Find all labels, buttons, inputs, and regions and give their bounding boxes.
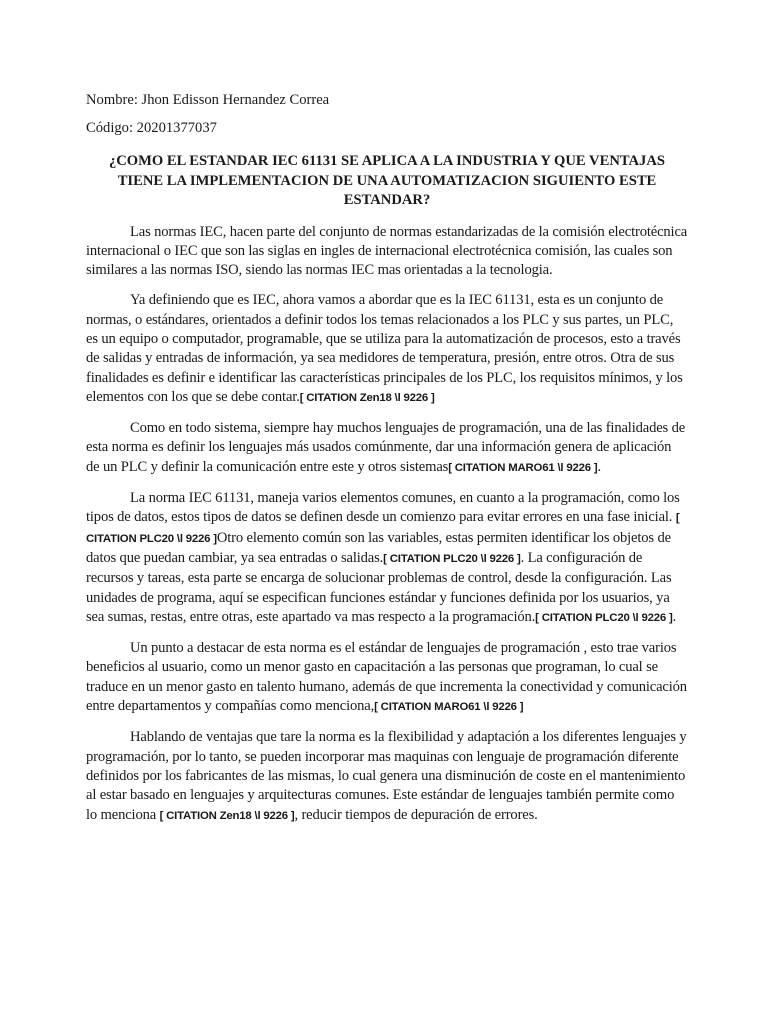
- paragraph-text: Ya definiendo que es IEC, ahora vamos a abordar que es la IEC 61131, esta es un conjunto de normas, o estándares, orientados a definir todos los temas relacionados a los PLC y sus partes, un PLC, es un equipo o computador, programable, que se utiliza para la automatización de procesos, esto a través de salidas y entradas de información, ya sea medidores de temperatura, presión, entre otros. Otra de sus finalidades es definir e identificar las características principales de los PLC, los requisitos mínimos, y los elementos con los que se debe contar.: [86, 292, 683, 405]
- paragraph-text: Las normas IEC, hacen parte del conjunto de normas estandarizadas de la comisión electrotécnica internacional o IEC que son las siglas en ingles de internacional electrotécnica comisión, las cuales son similares a las normas ISO, siendo las normas IEC mas orientadas a la tecnologia.: [86, 223, 688, 279]
- paragraph-text: Un punto a destacar de esta norma es el estándar de lenguajes de programación , esto trae varios beneficios al usuario, como un menor gasto en capacitación a las personas que programan, lo cual se traduce en un menor gasto en talento humano, además de que incrementa la conectividad y comunicación entre departamentos y compañías como menciona,: [86, 640, 687, 715]
- paragraph-1: [86, 223, 688, 281]
- document-title: ¿COMO EL ESTANDAR IEC 61131 SE APLICA A LA INDUSTRIA Y QUE VENTAJAS TIENE LA IMPLEMENTACION DE UNA AUTOMATIZACION SIGUIENTO ESTE ESTANDAR?: [108, 153, 666, 208]
- student-name: Nombre: Jhon Edisson Hernandez Correa: [86, 92, 330, 108]
- citation-field: [ CITATION PLC20 \l 9226 ]: [383, 552, 521, 565]
- paragraph-text: .: [672, 608, 677, 625]
- paragraph-5: [86, 639, 688, 717]
- citation-field: [ CITATION MARO61 \l 9226 ]: [374, 701, 524, 714]
- paragraph-text: Otro elemento común son las variables, estas permiten identificar los objetos de datos que puedan cambiar, ya sea entradas o salidas.: [86, 529, 671, 566]
- citation-field: [ CITATION Zen18 \l 9226 ]: [159, 809, 295, 822]
- paragraph-text: Como en todo sistema, siempre hay muchos lenguajes de programación, una de las finalidades de esta norma es definir los lenguajes más usados comúnmente, dar una información genera de aplicación de un PLC y definir la comunicación entre este y otros sistemas: [86, 420, 686, 475]
- paragraph-4: [86, 489, 688, 628]
- citation-field: [ CITATION PLC20 \l 9226 ]: [535, 611, 673, 624]
- citation-field: [ CITATION Zen18 \l 9226 ]: [299, 391, 435, 404]
- paragraph-text: , reducir tiempos de depuración de errores.: [294, 806, 538, 823]
- citation-field: [ CITATION MARO61 \l 9226 ]: [448, 461, 598, 474]
- student-code: Código: 20201377037: [86, 120, 217, 136]
- paragraph-text: . La configuración de recursos y tareas, esta parte se encarga de solucionar problemas de control, desde la configuración. Las unidades de programa, aquí se especifican funciones estándar y funciones definida por los usuarios, ya sea sumas, restas, entre otras, este apartado va mas respecto a la programación.: [86, 549, 672, 625]
- paragraph-text: .: [597, 458, 601, 475]
- paragraph-6: [86, 728, 688, 825]
- paragraph-text: La norma IEC 61131, maneja varios elementos comunes, en cuanto a la programación, como los tipos de datos, estos tipos de datos se definen desde un comienzo para evitar errores en una fase inicial.: [86, 490, 680, 526]
- paragraph-2: [86, 291, 688, 408]
- paragraph-3: [86, 419, 688, 478]
- paragraph-text: Hablando de ventajas que tare la norma es la flexibilidad y adaptación a los diferentes lenguajes y programación, por lo tanto, se pueden incorporar mas maquinas con lenguaje de programación diferente definidos por los fabricantes de las mismas, lo cual genera una disminución de coste en el mantenimiento al estar basado en lenguajes y arquitecturas comunes. Este estándar de lenguajes también permite como lo menciona: [86, 729, 687, 823]
- citation-field: [ CITATION PLC20 \l 9226 ]: [86, 512, 680, 545]
